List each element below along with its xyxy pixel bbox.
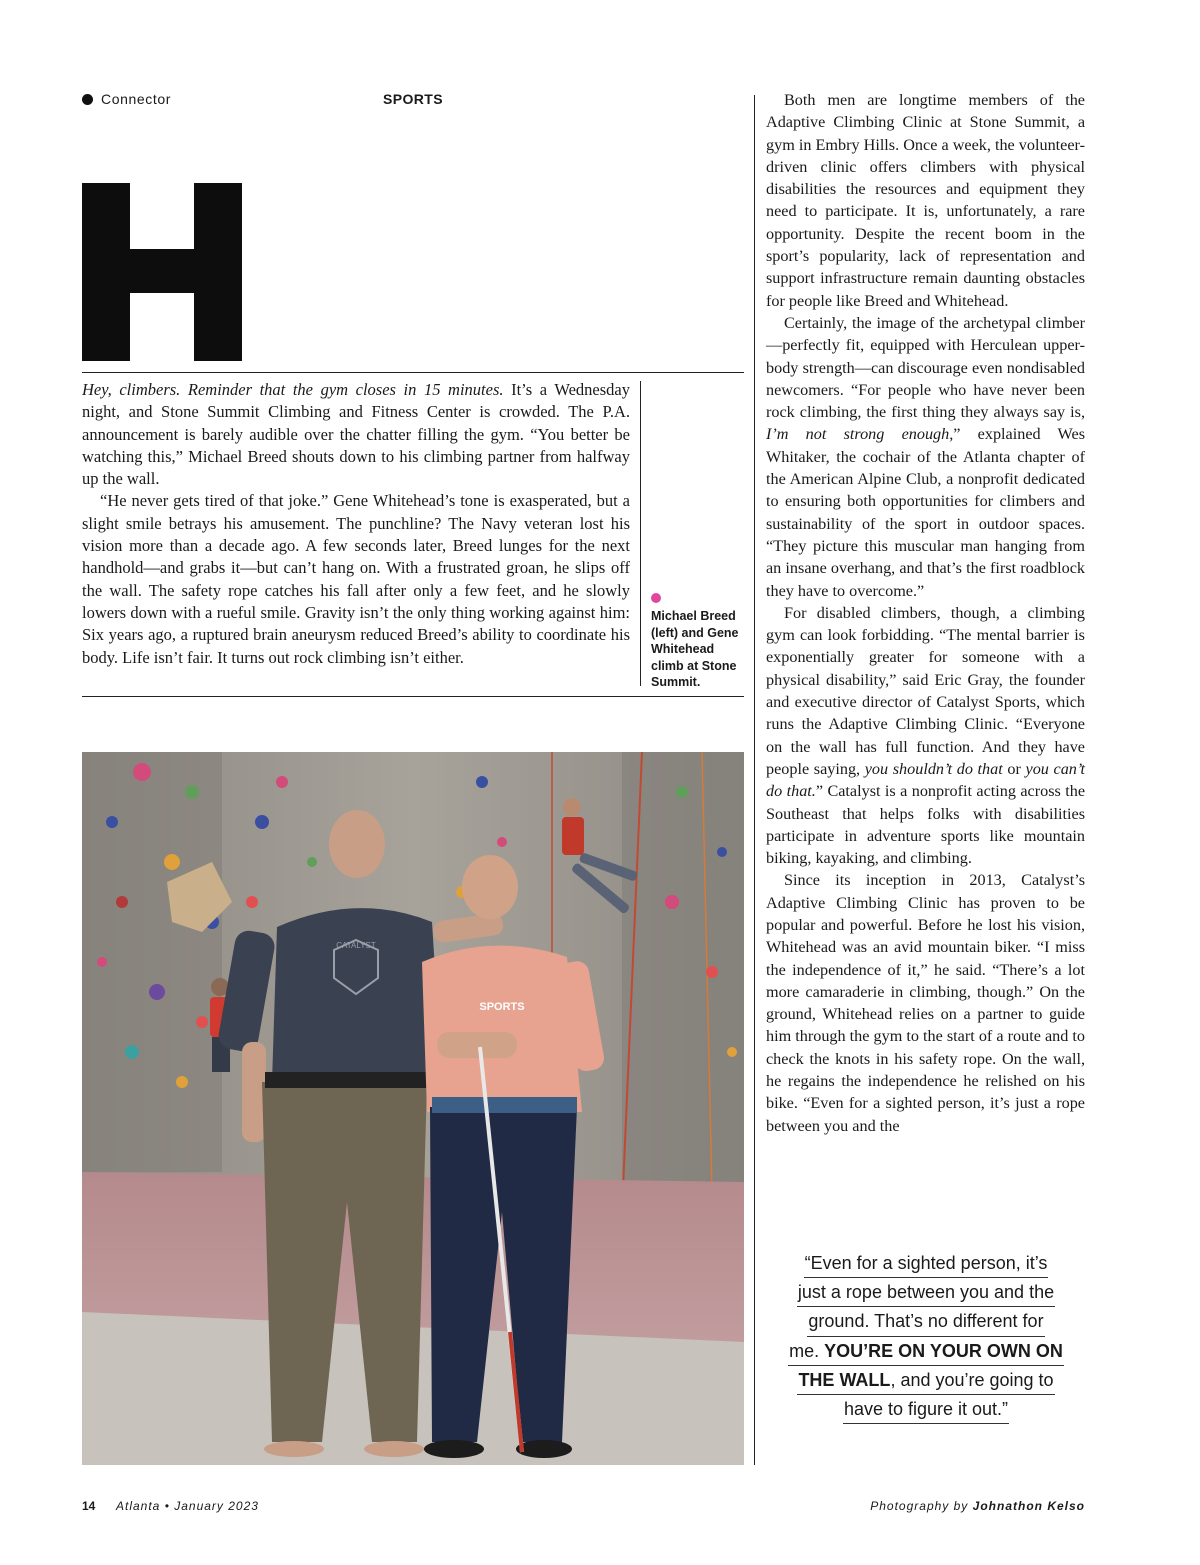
shirt-logo-text: SPORTS — [479, 1001, 525, 1013]
pull-quote-line: just a rope between you and the — [797, 1278, 1055, 1307]
pull-quote-line: have to figure it out.” — [843, 1395, 1009, 1424]
divider — [82, 372, 744, 373]
section-bullet — [82, 94, 93, 105]
photo-climbers — [82, 752, 744, 1465]
intro-paragraph: Hey, climbers. Reminder that the gym closes in 15 minutes. It’s a Wednesday night, and Stone Summit Climbing and Fitness Center is crowded. The P.A. announcement is barely audible over the chatter filling the gym. “You better be watching this,” Michael Breed shouts down to his climbing partner from halfway up the wall. — [82, 380, 630, 489]
column-divider — [754, 95, 755, 1465]
pull-quote-line: me. YOU’RE ON YOUR OWN ON — [788, 1337, 1064, 1366]
photo-caption: Michael Breed (left) and Gene Whitehead climb at Stone Summit. — [651, 609, 739, 689]
page-number: 14 — [82, 1499, 96, 1513]
pull-quote-line: ground. That’s no different for — [807, 1307, 1044, 1336]
drop-cap-letter — [82, 183, 242, 361]
body-paragraph: For disabled climbers, though, a climbing gym can look forbidding. “The mental barrier is exponentially greater for someone with a physical disability,” said Eric Gray, the founder and executive director of Catalyst Sports, which runs the Adaptive Climbing Clinic. “Everyone on the wall has full function. And they have people saying, you shouldn’t do that or you can’t do that.” Catalyst is a nonprofit acting across the Southeast that helps folks with disabilities participate in adventure sports like mountain biking, kayaking, and climbing. — [766, 603, 1085, 868]
intro-italic-lead: Hey, climbers. Reminder that the gym closes in 15 minutes. — [82, 380, 504, 399]
divider — [82, 696, 744, 697]
pull-quote-line: “Even for a sighted person, it’s — [804, 1249, 1049, 1278]
shirt-logo-text: CATALYST — [336, 941, 376, 950]
photo-credit: Photography by Johnathon Kelso — [870, 1499, 1085, 1513]
body-paragraph: Certainly, the image of the archetypal climber—perfectly fit, equipped with Herculean upper-body strength—can discourage even nondisabled newcomers. “For people who have never been rock climbing, the first thing they always say is, I’m not strong enough,” explained Wes Whitaker, the cochair of the Atlanta chapter of the American Alpine Club, a nonprofit dedicated to ensuring both opportunities for climbers and sustainability of the sport in outdoor spaces. “They picture this muscular man hanging from an insane overhang, and that’s the first roadblock they have to overcome.” — [766, 313, 1085, 600]
section-name: Connector — [101, 91, 171, 107]
caption-divider — [640, 381, 641, 686]
caption-bullet — [651, 593, 661, 603]
pull-quote-line: THE WALL, and you’re going to — [797, 1366, 1054, 1395]
body-paragraph: Since its inception in 2013, Catalyst’s Adaptive Climbing Clinic has proven to be popular and powerful. Before he lost his vision, Whitehead was an avid mountain biker. “I miss the independence of it,” he said. “There’s a lot more camaraderie in climbing, though.” On the ground, Whitehead relies on a partner to guide him through the gym to the start of a route and to check the knots in his safety rope. On the wall, he regains the independence he relished on his bike. “Even for a sighted person, it’s just a rope between you and the — [766, 871, 1085, 1135]
pull-quote — [776, 1249, 1076, 1424]
body-text — [766, 89, 1085, 1137]
intro-text — [82, 379, 630, 669]
intro-paragraph: “He never gets tired of that joke.” Gene Whitehead’s tone is exasperated, but a slight smile betrays his amusement. The punchline? The Navy veteran lost his vision more than a decade ago. A few seconds later, Breed lunges for the next handhold—and grabs it—but can’t hang on. With a frustrated groan, he slips off the wall. The safety rope catches his fall after only a few feet, and he slowly lowers down with a rueful smile. Gravity isn’t the only thing working against him: Six years ago, a ruptured brain aneurysm reduced Breed’s ability to coordinate his body. Life isn’t fair. It turns out rock climbing isn’t either. — [82, 491, 630, 667]
photo-illustration — [82, 752, 744, 1465]
body-paragraph: Both men are longtime members of the Adaptive Climbing Clinic at Stone Summit, a gym in Embry Hills. Once a week, the volunteer-driven clinic offers climbers with physical disabilities the resources and equipment they need to participate. It is, unfortunately, a rare opportunity. Despite the recent boom in the sport’s popularity, lack of representation and support infrastructure remain daunting obstacles for people like Breed and Whitehead. — [766, 91, 1085, 310]
category-label: SPORTS — [383, 91, 443, 107]
publication-info: Atlanta • January 2023 — [116, 1499, 259, 1513]
